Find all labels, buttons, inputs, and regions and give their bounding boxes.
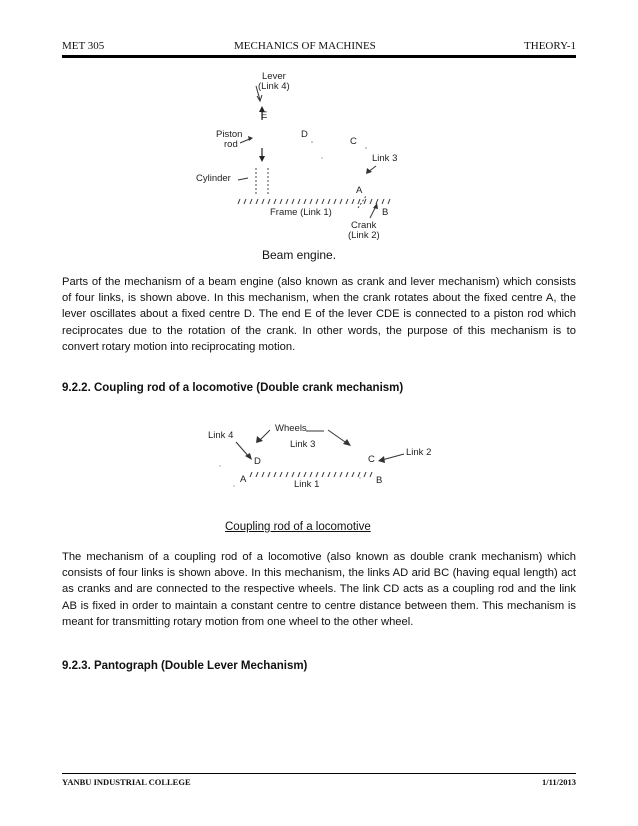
- page-footer: [62, 777, 576, 789]
- footer-rule: [62, 773, 576, 774]
- frame-label: Frame (Link 1): [270, 207, 332, 218]
- wheels-label: Wheels: [275, 423, 307, 434]
- paragraph-coupling-rod: The mechanism of a coupling rod of a locomotive (also known as double crank mechanism) which consists of four links is shown above. In this mechanism, the links AD arid BC (having equal length) act as cranks and are connected to the respective wheels. The link CD acts as a coupling rod and the link AB is fixed in order to maintain a constant centre to centre distance between them. This mechanism is meant for transmitting rotary motion from one wheel to the other wheel.: [62, 551, 576, 628]
- heading-coupling-rod: 9.2.2. Coupling rod of a locomotive (Double crank mechanism): [62, 382, 404, 394]
- piston-label: Piston: [216, 129, 243, 140]
- point-d-label-2: D: [254, 456, 261, 467]
- page-header: [62, 40, 576, 54]
- point-e-label: E: [261, 110, 268, 121]
- header-rule: [62, 55, 576, 58]
- lever-link-label: (Link 4): [258, 81, 290, 92]
- link3-label-2: Link 3: [290, 439, 316, 450]
- coupling-rod-diagram: [200, 420, 440, 500]
- point-d-label: D: [301, 129, 308, 140]
- link3-label: Link 3: [372, 153, 398, 164]
- point-a-label-2: A: [240, 474, 247, 485]
- point-a-label: A: [356, 185, 363, 196]
- beam-engine-caption: Beam engine.: [262, 248, 337, 262]
- paragraph-beam-engine: Parts of the mechanism of a beam engine (also known as crank and lever mechanism) which consists of four links, is shown above. In this mechanism, when the crank rotates about the fixed centre A, the lever oscillates about a fixed centre D. The end E of the lever CDE is connected to a piston rod which reciprocates due to the rotation of the crank. In other words, the purpose of this mechanism is to convert rotary motion into reciprocating motion.: [62, 276, 576, 353]
- point-b-label: B: [382, 207, 389, 218]
- cylinder-label: Cylinder: [196, 173, 231, 184]
- link4-label: Link 4: [208, 430, 234, 441]
- crank-link-label: (Link 2): [348, 230, 380, 241]
- coupling-rod-figure: [200, 420, 440, 500]
- footer-date: 1/11/2013: [541, 777, 576, 787]
- course-code: MET 305: [62, 40, 105, 52]
- point-b-label-2: B: [376, 475, 383, 486]
- point-c-label: C: [350, 136, 357, 147]
- beam-engine-figure: [190, 68, 430, 264]
- heading-pantograph: 9.2.3. Pantograph (Double Lever Mechanism): [62, 660, 308, 672]
- college-name: YANBU INDUSTRIAL COLLEGE: [62, 777, 191, 787]
- point-c-label-2: C: [368, 454, 375, 465]
- beam-engine-diagram: [190, 68, 430, 264]
- crank-label: Crank: [351, 220, 377, 231]
- section-label: THEORY-1: [524, 40, 576, 52]
- document-title: MECHANICS OF MACHINES: [234, 40, 376, 52]
- coupling-rod-caption: Coupling rod of a locomotive: [225, 521, 371, 533]
- lever-label: Lever: [262, 71, 286, 82]
- rod-label: rod: [224, 139, 238, 150]
- link1-label: Link 1: [294, 479, 320, 490]
- link2-label: Link 2: [406, 447, 432, 458]
